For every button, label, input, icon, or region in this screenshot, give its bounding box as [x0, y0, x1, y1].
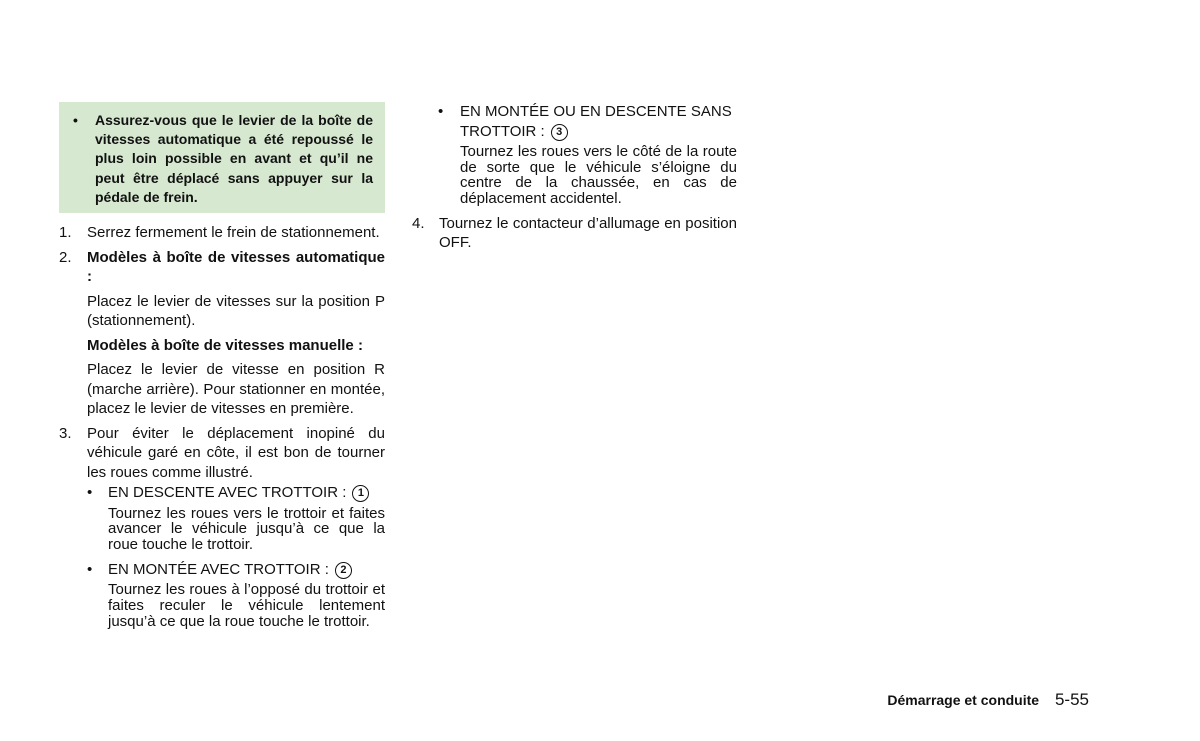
bullet-text: Tournez les roues vers le côté de la route de sorte que le véhicule s’éloigne du centre de la chaussée, en cas de déplacement accidentel.	[460, 143, 737, 208]
heading-automatic: Modèles à boîte de vitesses automatique :	[87, 248, 385, 286]
step-2	[59, 248, 385, 419]
note-text: Assurez-vous que le levier de la boîte de vitesses automatique a été repoussé le plus loin possible en avant et qu’il ne peut être déplacé sans appuyer sur la pédale de frein.	[95, 112, 373, 205]
step-text: Pour éviter le déplacement inopiné du véhicule garé en côte, il est bon de tourner les roues comme illustré.	[87, 424, 385, 481]
bullet-dot: •	[87, 560, 93, 578]
left-column	[59, 102, 385, 636]
right-column	[412, 101, 737, 253]
callout-number: 2	[335, 562, 352, 579]
text-manual: Placez le levier de vitesse en position R (marche arrière). Pour stationner en montée, placez le levier de vitesses en première.	[87, 361, 385, 418]
bullet-dot: •	[87, 484, 93, 502]
step-3	[59, 424, 385, 630]
step-number: 2.	[59, 248, 72, 266]
page-number: 5-55	[1054, 690, 1089, 709]
bullet-title: EN MONTÉE OU EN DESCENTE SANS TROTTOIR :	[460, 103, 732, 140]
bullet-text: Tournez les roues vers le trottoir et faites avancer le véhicule jusqu’à ce que la roue touche le trottoir.	[108, 504, 385, 553]
note-bullet: •	[73, 112, 78, 128]
bullet-descent-curb	[87, 483, 385, 553]
bullet-title: EN MONTÉE AVEC TROTTOIR :	[108, 560, 329, 578]
heading-manual: Modèles à boîte de vitesses manuelle :	[87, 336, 363, 354]
step-number: 3.	[59, 424, 72, 442]
bullet-text: Tournez les roues à l’opposé du trottoir et faites reculer le véhicule lentement jusqu’à ce que la roue touche le trottoir.	[108, 581, 385, 630]
step-1	[59, 223, 385, 243]
section-title: Démarrage et conduite	[887, 692, 1040, 708]
step-text: Tournez le contacteur d’allumage en position OFF.	[439, 214, 737, 252]
step-text: Serrez fermement le frein de stationnement.	[87, 224, 380, 242]
step-4	[412, 214, 737, 253]
bullet-dot: •	[438, 103, 444, 120]
callout-number: 1	[352, 485, 369, 502]
bullet-title: EN DESCENTE AVEC TROTTOIR :	[108, 484, 347, 502]
text-automatic: Placez le levier de vitesses sur la position P (stationnement).	[87, 292, 385, 330]
page-footer	[887, 690, 1089, 710]
bullet-ascent-curb	[87, 560, 385, 630]
bullet-no-curb	[412, 102, 737, 207]
step-number: 1.	[59, 224, 72, 242]
step-number: 4.	[412, 214, 425, 232]
warning-note	[59, 102, 385, 213]
callout-number: 3	[551, 124, 568, 141]
